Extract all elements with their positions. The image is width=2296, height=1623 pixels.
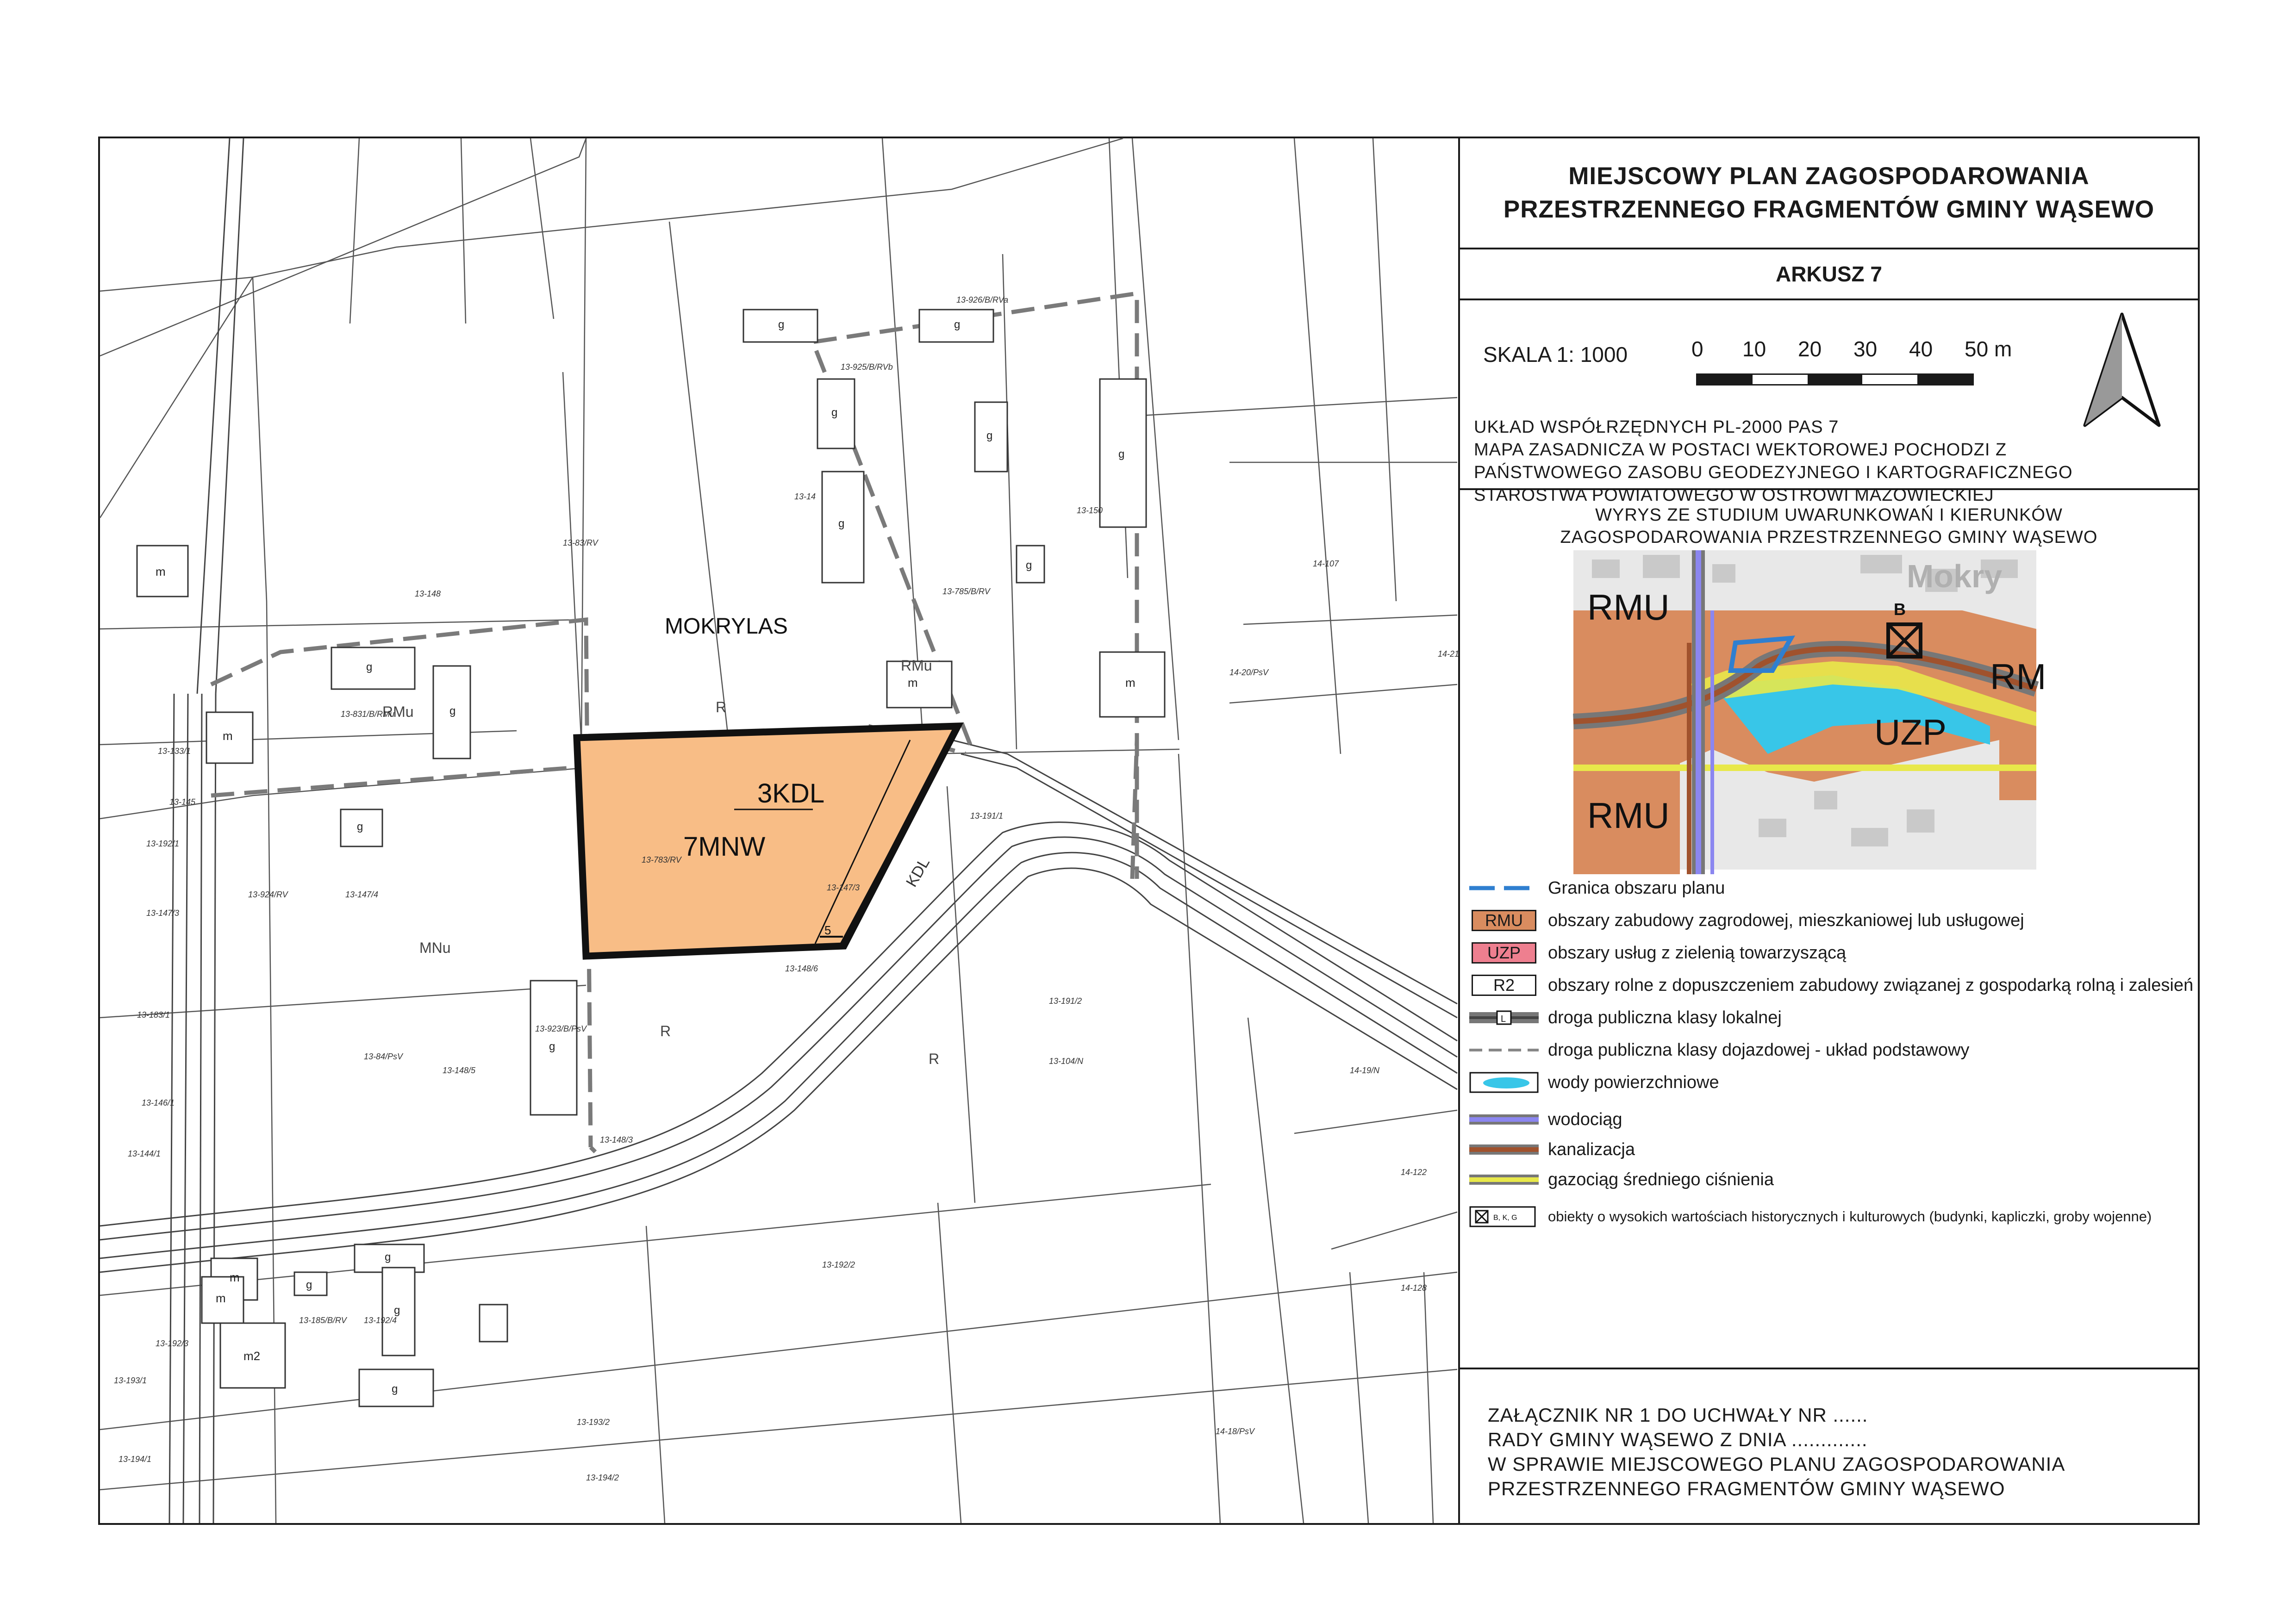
scale-bar: [1696, 373, 1974, 386]
parcel-18: 13-785/B/RV: [942, 587, 990, 596]
sheet-number: ARKUSZ 7: [1775, 262, 1883, 286]
study-label-rmu-top: RMU: [1587, 587, 1670, 628]
title-line-2: PRZESTRZENNEGO FRAGMENTÓW GMINY WĄSEWO: [1503, 196, 2155, 223]
parcel-33: 13-192/4: [364, 1316, 397, 1325]
attachment-line-4: PRZESTRZENNEGO FRAGMENTÓW GMINY WĄSEWO: [1488, 1478, 2005, 1499]
legend-item-water: [1469, 1069, 1719, 1096]
parcel-1: 13-148: [415, 589, 441, 598]
parcel-19: 13-925/B/RVb: [841, 362, 893, 372]
bldg-m2: m: [223, 729, 233, 743]
land-label-rmu2: RMu: [382, 703, 414, 720]
parcel-9: 13-923/B/PsV: [535, 1024, 587, 1033]
sheet-number-block: [1460, 249, 2198, 300]
legend-code-rmu: RMU: [1472, 910, 1536, 931]
dashed-line-icon: [1469, 877, 1539, 900]
legend-text-water: wody powierzchniowe: [1548, 1072, 1719, 1092]
parcel-28: 14-18/PsV: [1216, 1427, 1255, 1436]
land-label-r3: R: [929, 1051, 940, 1067]
study-title-line-2: ZAGOSPODAROWANIA PRZESTRZENNEGO GMINY WĄSEWO: [1560, 528, 2098, 547]
bldg-m4: m: [1125, 676, 1136, 690]
village-name: MOKRYLAS: [665, 614, 788, 639]
study-label-uzp: UZP: [1874, 712, 1947, 752]
land-label-mnu: MNu: [419, 939, 451, 956]
parcel-5: 13-924/RV: [248, 890, 288, 899]
parcel-0: 13-83/RV: [563, 538, 598, 547]
attachment-line-3: W SPRAWIE MIEJSCOWEGO PLANU ZAGOSPODAROWANIA: [1488, 1453, 2065, 1475]
parcel-20: 13-926/B/RVa: [956, 295, 1009, 305]
parcel-38: 13-194/1: [119, 1455, 152, 1464]
study-title-line-1: WYRYS ZE STUDIUM UWARUNKOWAŃ I KIERUNKÓW: [1595, 505, 2063, 525]
parcel-10: 13-148/6: [785, 964, 818, 973]
title-line-1: MIEJSCOWY PLAN ZAGOSPODAROWANIA: [1568, 162, 2090, 190]
parcel-37: 13-193/1: [114, 1376, 147, 1385]
parcel-35: 13-147/3: [146, 908, 180, 918]
attachment-line-1: ZAŁĄCZNIK NR 1 DO UCHWAŁY NR ......: [1488, 1404, 1868, 1426]
legend-item-rmu: [1469, 907, 2024, 934]
legend-item-sewer: [1469, 1136, 1635, 1163]
legend-item-boundary: [1469, 874, 1725, 902]
attachment-block: [1460, 1369, 2198, 1523]
parcel-36: 13-192/3: [156, 1339, 189, 1348]
bldg-g9: g: [1118, 448, 1125, 460]
study-extract-block: [1460, 490, 2198, 1369]
bldg-g3: g: [357, 821, 363, 833]
parcel-40: 13-146/1: [142, 1098, 175, 1107]
parcel-16: 13-104/N: [1049, 1057, 1084, 1066]
parcel-13: 13-147/3: [827, 883, 860, 892]
gas-line-icon: [1469, 1168, 1539, 1191]
parcel-7: 13-84/PsV: [364, 1052, 403, 1061]
scale-tick-20: 20: [1798, 337, 1822, 361]
sewer-line-icon: [1469, 1138, 1539, 1161]
parcel-8: 13-148/5: [443, 1066, 476, 1075]
attachment-line-2: RADY GMINY WĄSEWO Z DNIA .............: [1488, 1429, 1868, 1450]
scale-tick-50: 50 m: [1965, 337, 2012, 361]
parcel-11: 13-148/3: [600, 1135, 633, 1144]
study-label-rmu-bottom: RMU: [1587, 795, 1670, 836]
parcel-31: 13-194/2: [586, 1473, 619, 1482]
bldg-g15: g: [392, 1383, 398, 1395]
parcel-3: 13-133/1: [158, 746, 191, 756]
legend-code-uzp: UZP: [1472, 942, 1536, 964]
scale-tick-40: 40: [1909, 337, 1933, 361]
legend-text-heritage: obiekty o wysokich wartościach historycznych i kulturowych (budynki, kapliczki, groby wojenne): [1548, 1208, 2152, 1225]
road-access-icon: [1469, 1038, 1539, 1062]
parcel-41: 13-183/1: [137, 1010, 170, 1020]
road-label-kdl: KDL: [903, 854, 933, 890]
legend-code-r2: R2: [1472, 975, 1536, 996]
parcel-30: 13-193/2: [577, 1418, 610, 1427]
parcel-26: 14-122: [1401, 1168, 1427, 1177]
coordinate-line-1: UKŁAD WSPÓŁRZĘDNYCH PL-2000 PAS 7: [1474, 417, 1839, 437]
legend-text-sewer: kanalizacja: [1548, 1139, 1635, 1159]
plan-map: [100, 138, 1460, 1523]
study-label-mokry: Mokry: [1907, 558, 2003, 594]
dimension-label: 5: [824, 923, 831, 937]
coordinate-line-3: PAŃSTWOWEGO ZASOBU GEODEZYJNEGO I KARTOGRAFICZNEGO: [1474, 463, 2073, 482]
legend-text-road-local: droga publiczna klasy lokalnej: [1548, 1007, 1782, 1027]
scale-tick-0: 0: [1691, 337, 1703, 361]
legend-text-water-supply: wodociąg: [1548, 1109, 1622, 1129]
parcel-15: 13-191/2: [1049, 996, 1082, 1006]
legend-item-r2: [1469, 971, 2193, 999]
parcel-17: 13-150: [1077, 506, 1103, 515]
scale-tick-10: 10: [1742, 337, 1766, 361]
parcel-25: 14-19/N: [1350, 1066, 1380, 1075]
bldg-g4: g: [778, 318, 785, 331]
bldg-m5: m: [230, 1270, 240, 1284]
study-label-b: B: [1894, 600, 1906, 619]
land-label-r1: R: [716, 699, 727, 715]
bldg-m1: m: [156, 565, 166, 578]
bldg-g6: g: [831, 406, 838, 419]
parcel-27: 14-128: [1401, 1283, 1427, 1293]
zone-label-7mnw: 7MNW: [683, 832, 766, 862]
parcel-6: 13-147/4: [345, 890, 379, 899]
road-local-icon: [1469, 1006, 1539, 1029]
study-map: [1573, 550, 2046, 870]
parcel-34: 13-192/1: [146, 839, 180, 848]
parcel-39: 13-144/1: [128, 1149, 161, 1158]
parcel-14: 13-191/1: [970, 811, 1004, 821]
bldg-g2: g: [449, 705, 456, 717]
legend-text-rmu: obszary zabudowy zagrodowej, mieszkaniowej lub usługowej: [1548, 910, 2024, 930]
bldg-g8: g: [986, 429, 993, 442]
legend-item-road-local: [1469, 1004, 1782, 1032]
study-title: [1460, 504, 2198, 548]
legend-text-boundary: Granica obszaru planu: [1548, 878, 1725, 898]
bldg-g14: g: [306, 1279, 312, 1291]
land-label-r2: R: [660, 1023, 671, 1039]
bldg-g5: g: [954, 318, 961, 331]
parcel-4: 13-145: [169, 797, 196, 807]
parcel-32: 13-185/B/RV: [299, 1316, 347, 1325]
parcel-21: 13-14: [794, 492, 816, 501]
scale-tick-30: 30: [1853, 337, 1878, 361]
scale-block: [1460, 300, 2198, 505]
water-supply-line-icon: [1469, 1108, 1539, 1131]
parcel-22: 14-107: [1313, 559, 1339, 568]
parcel-2: 13-831/B/RMu: [341, 709, 395, 719]
coordinate-line-4: STAROSTWA POWIATOWEGO W OSTROWI MAZOWIECKIEJ: [1474, 485, 1994, 505]
legend-item-road-access: [1469, 1036, 1969, 1064]
title-block: [1460, 138, 2198, 249]
plan-area-7mnw: [577, 726, 958, 956]
legend-item-water-supply: [1469, 1106, 1622, 1133]
legend-item-heritage: [1469, 1203, 2152, 1231]
bldg-m7: m2: [243, 1349, 261, 1363]
side-panel: [1458, 138, 2198, 1523]
study-label-rm: RM: [1990, 656, 2046, 697]
legend-text-r2: obszary rolne z dopuszczeniem zabudowy związanej z gospodarką rolną i zalesień: [1548, 975, 2194, 995]
parcel-23: 14-20/PsV: [1229, 668, 1269, 677]
legend-text-uzp: obszary usług z zielenią towarzyszącą: [1548, 943, 1847, 963]
parcel-12: 13-783/RV: [642, 855, 681, 864]
parcel-24: 14-21: [1438, 649, 1460, 659]
svg-text:L: L: [1501, 1014, 1506, 1024]
bldg-g7: g: [838, 517, 845, 530]
legend-item-uzp: [1469, 939, 1846, 967]
north-arrow-icon: [2076, 310, 2168, 430]
coordinate-line-2: MAPA ZASADNICZA W POSTACI WEKTOROWEJ POCHODZI Z: [1474, 440, 2007, 460]
bldg-g10: g: [1026, 559, 1032, 572]
road-label-3kdl: 3KDL: [757, 778, 825, 808]
legend-text-gas: gazociąg średniego ciśnienia: [1548, 1169, 1774, 1189]
bldg-g11: g: [549, 1040, 555, 1053]
parcel-29: 13-192/2: [822, 1260, 855, 1269]
bldg-g1: g: [366, 661, 373, 673]
heritage-icon: [1469, 1205, 1539, 1228]
land-label-rmu1: RMu: [901, 657, 932, 674]
bldg-m3: m: [908, 676, 918, 690]
bldg-g13: g: [394, 1304, 400, 1317]
bldg-m6: m: [216, 1291, 226, 1305]
legend-text-road-access: droga publiczna klasy dojazdowej - układ podstawowy: [1548, 1040, 1970, 1060]
scale-label: SKALA 1: 1000: [1483, 342, 1628, 367]
legend-item-gas: [1469, 1166, 1774, 1194]
water-icon: [1469, 1071, 1539, 1094]
svg-text:B, K, G: B, K, G: [1493, 1214, 1517, 1222]
bldg-g12: g: [385, 1251, 391, 1263]
